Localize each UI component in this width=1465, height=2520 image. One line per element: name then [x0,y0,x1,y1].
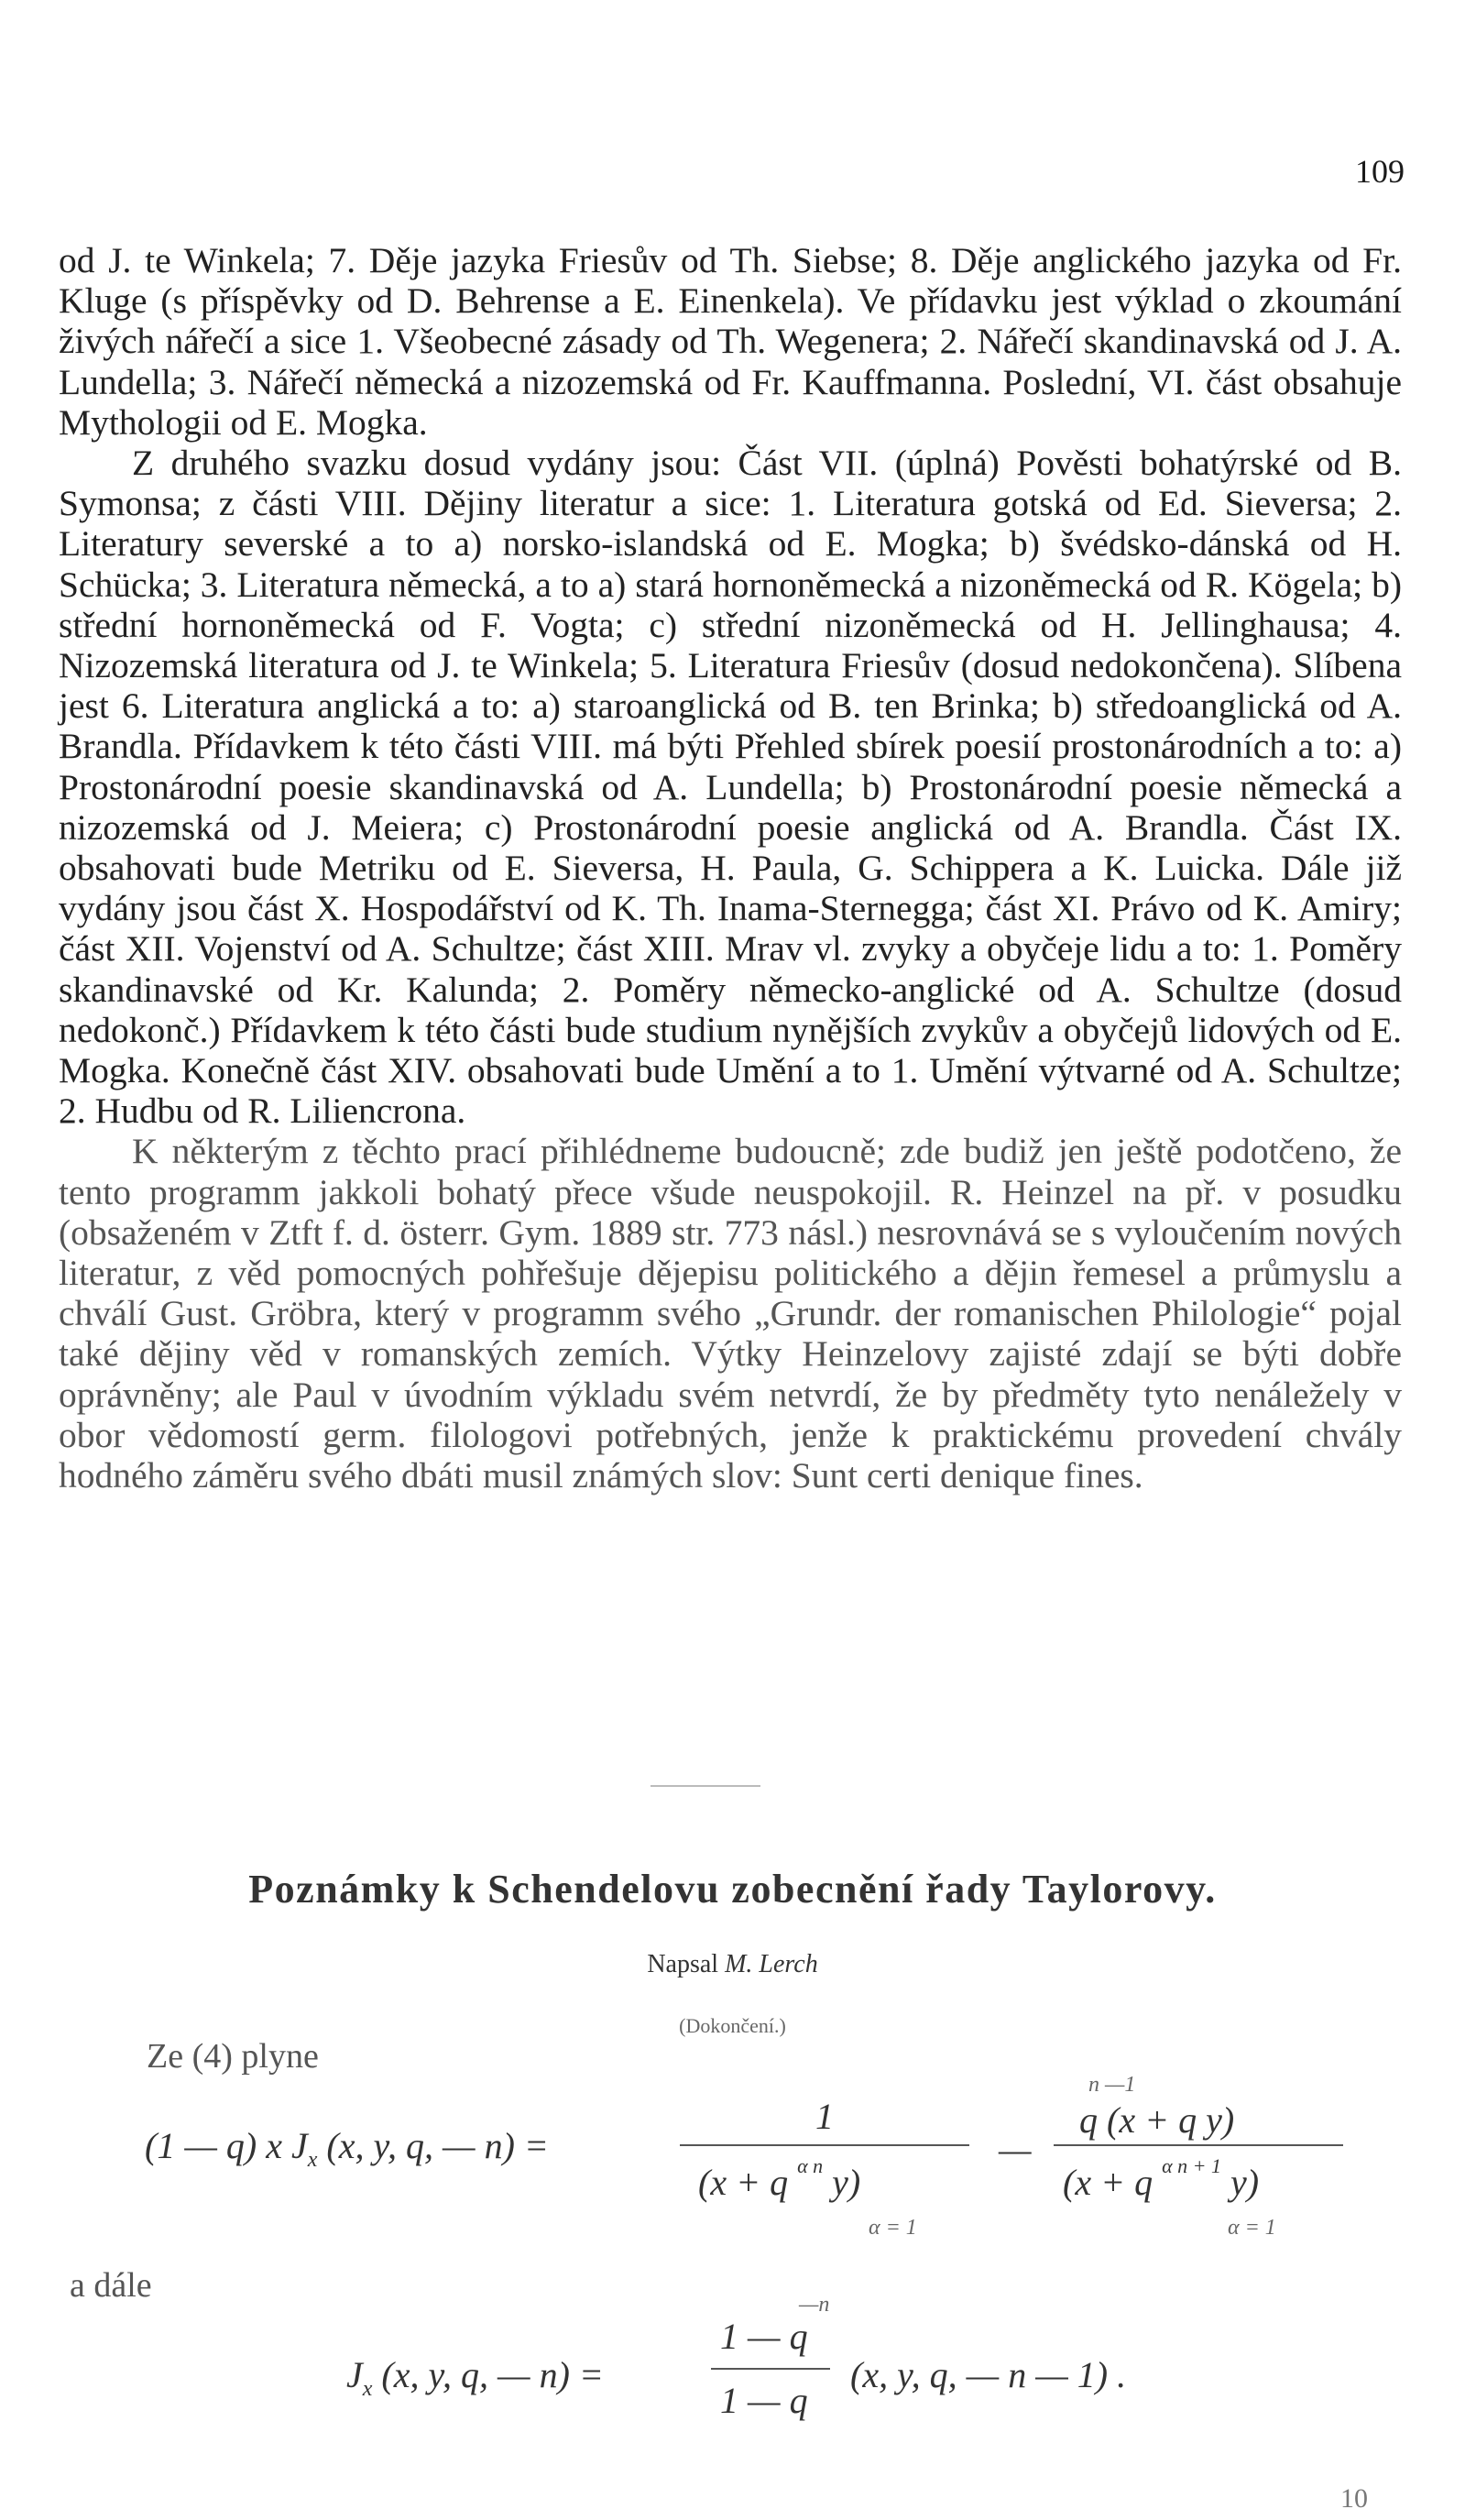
eq1-den2-sup: α n + 1 [1162,2154,1221,2177]
body-text [59,240,1402,1496]
signature-mark: 10 [1340,2483,1368,2514]
byline-prefix: Napsal [647,1950,719,1978]
eq1-den2-tail: y) [1230,2162,1260,2203]
eq2-lhs-main: J [346,2354,363,2395]
eq1-numerator-2: q (x + q y) [1079,2099,1235,2141]
equation-1-lhs [145,2124,549,2173]
eq1-den1-sup: α n [797,2154,824,2177]
eq1-numerator-2-sup: n —1 [1088,2073,1136,2097]
byline [0,1950,1465,1979]
paragraph: od J. te Winkela; 7. Děje jazyka Friesův od Th. Siebse; 8. Děje anglického jazyka od Fr. Kluge (s příspěvky od D. Behrense a E. Einenkela). Ve přídavku jest výklad o zkoumání živých nářečí a sice 1. Všeobecné zásady od Th. Wegenera; 2. Nářečí skandinavská od J. A. Lundella; 3. Nářečí německá a nizozemská od Fr. Kauffmanna. Poslední, VI. část obsahuje Mythologii od E. Mogka. [59,240,1402,443]
eq2-tail: (x, y, q, — n — 1) . [850,2354,1127,2395]
eq2-lhs-sub: x [362,2377,373,2401]
eq2-numerator: 1 — q [720,2316,808,2357]
eq2-fraction-bar [711,2368,830,2370]
eq1-fraction-bar-2 [1054,2144,1343,2146]
author-name: M. Lerch [725,1950,818,1978]
eq1-den2-main: (x + q [1063,2162,1153,2203]
eq1-den1-tail: y) [832,2162,861,2203]
eq1-index-1: α = 1 [869,2216,917,2240]
eq1-denominator-1 [698,2154,861,2204]
page-number: 109 [1355,153,1405,190]
eq2-denominator: 1 — q [720,2380,808,2421]
eq1-lhs-main: (1 — q) x J [145,2125,308,2166]
math-connector: a dále [70,2266,152,2305]
section-divider [651,1785,760,1787]
eq1-den1-main: (x + q [698,2162,789,2203]
eq1-denominator-2 [1063,2154,1260,2204]
continued-note: (Dokončení.) [679,2014,786,2037]
eq2-numerator-sup: —n [799,2293,830,2317]
article-title: Poznámky k Schendelovu zobecnění řady Taylorovy. [248,1867,1217,1912]
eq1-index-2: α = 1 [1228,2216,1276,2240]
math-intro: Ze (4) plyne [147,2037,319,2076]
paragraph: Z druhého svazku dosud vydány jsou: Část VII. (úplná) Pověsti bohatýrské od B. Symonsa; z části VIII. Dějiny literatur a sice: 1. Literatura gotská od Ed. Sieversa; 2. Literatury severské a to a) norsko-islandská od E. Mogka; b) švédsko-dánská od H. Schücka; 3. Literatura německá, a to a) stará hornoněmecká a nizoněmecká od R. Kögela; b) střední hornoněmecká od F. Vogta; c) střední nizoněmecká od H. Jellinghausa; 4. Nizozemská literatura od J. te Winkela; 5. Literatura Friesův (dosud nedokončena). Slíbena jest 6. Literatura anglická a to: a) staroanglická od B. ten Brinka; b) středoanglická od A. Brandla. Přídavkem k této části VIII. má býti Přehled sbírek poesií prostonárodních a to: a) Prostonárodní poesie skandinavská od A. Lundella; b) Prostonárodní poesie německá a nizozemská od J. Meiera; c) Prostonárodní poesie anglická od A. Brandla. Část IX. obsahovati bude Metriku od E. Sieversa, H. Paula, G. Schippera a K. Luicka. Dále již vydány jsou část X. Hospodářství od K. Th. Inama-Sternegga; část XI. Právo od K. Amiry; část XII. Vojenství od A. Schultze; část XIII. Mrav vl. zvyky a obyčeje lidu a to: 1. Poměry skandinavské od Kr. Kalunda; 2. Poměry německo-anglické od A. Schultze (dosud nedokonč.) Přídavkem k této části bude studium nynějších zvykův a obyčejů lidových od E. Mogka. Konečně část XIV. obsahovati bude Umění a to 1. Umění výtvarné od A. Schultze; 2. Hudbu od R. Liliencrona. [59,443,1402,1132]
eq1-lhs-sub: x [307,2148,318,2172]
eq1-lhs-args: (x, y, q, — n) = [326,2125,549,2166]
paragraph: K některým z těchto prací přihlédneme budoucně; zde budiž jen ještě podotčeno, že tento programm jakkoli bohatý přece všude neuspokojil. R. Heinzel na př. v posudku (obsaženém v Ztft f. d. österr. Gym. 1889 str. 773 násl.) nesrovnává se s vyloučením nových literatur, z věd pomocných pohřešuje dějepisu politického a dějin řemesel a průmyslu a chválí Gust. Gröbra, který v programm svého „Grundr. der romanischen Philologie“ pojal také dějiny věd v romanských zemích. Výtky Heinzelovy zajisté zdají se býti dobře oprávněny; ale Paul v úvodním výkladu svém netvrdí, že by předměty tyto nenáležely v obor vědomostí germ. filologovi potřebných, jenže k praktickému provedení chvály hodného záměru svého dbáti musil známých slov: Sunt certi denique fines. [59,1131,1402,1496]
eq1-numerator-1: 1 [815,2096,834,2137]
eq1-fraction-bar-1 [680,2144,969,2146]
eq1-minus: — [999,2129,1032,2170]
eq2-lhs-args: (x, y, q, — n) = [381,2354,604,2395]
equation-2-lhs [346,2353,604,2402]
